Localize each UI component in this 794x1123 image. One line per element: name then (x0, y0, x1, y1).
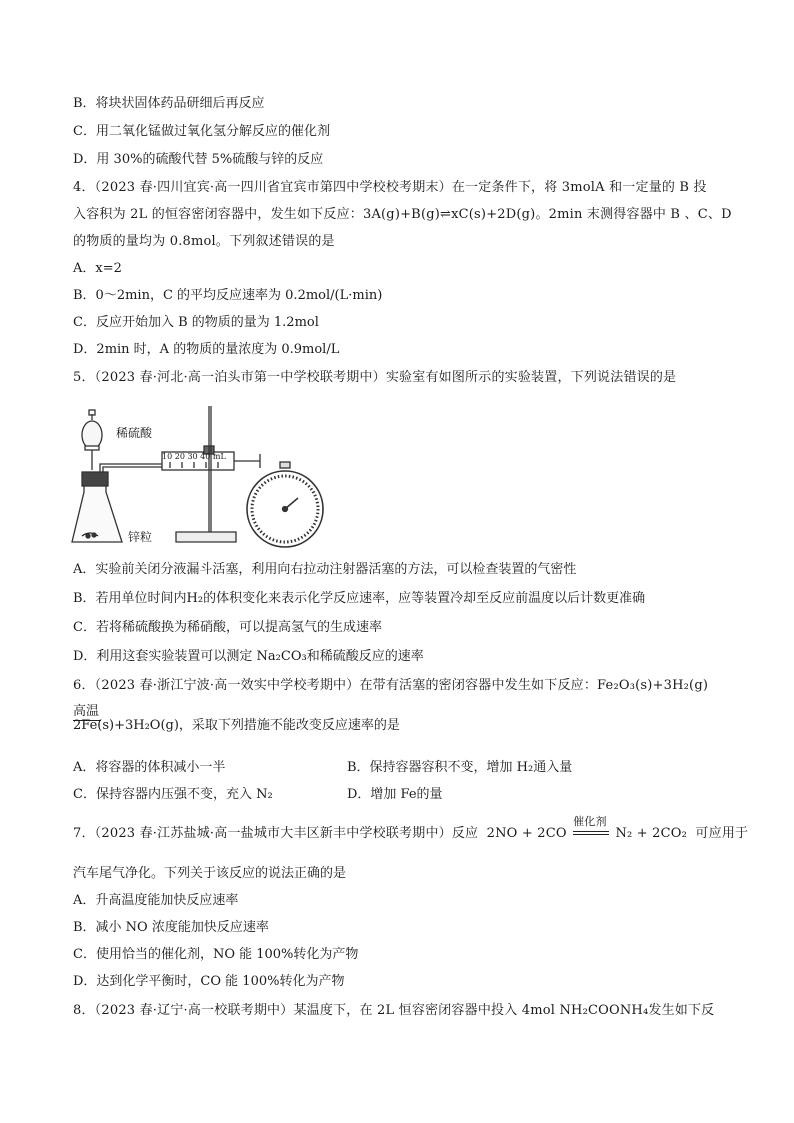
label-dilute-sulfuric-acid: 稀硫酸 (116, 426, 153, 440)
q8-stem-line1: 8．（2023 春·辽宁·高一校联考期中）某温度下，在 2L 恒容密闭容器中投入 4mol NH₂COONH₄发生如下反 (73, 1003, 715, 1018)
q7-stem-line2: 汽车尾气净化。下列关于该反应的说法正确的是 (73, 866, 347, 881)
q6-option-c: C．保持容器内压强不变，充入 N₂ (73, 787, 273, 802)
q3-option-c: C．用二氧化锰做过氧化氢分解反应的催化剂 (73, 124, 330, 139)
experiment-apparatus-figure (70, 402, 370, 556)
apparatus-drawing (70, 402, 370, 552)
catalyst-label: 催化剂 (573, 815, 607, 828)
q7-option-d: D．达到化学平衡时，CO 能 100%转化为产物 (73, 974, 345, 989)
q7-catalyst-arrow (571, 815, 611, 844)
q4-stem-line3: 的物质的量均为 0.8mol。下列叙述错误的是 (73, 234, 335, 249)
q4-option-d: D．2min 时，A 的物质的量浓度为 0.9mol/L (73, 342, 340, 357)
q3-option-b: B．将块状固体药品研细后再反应 (73, 96, 265, 111)
q7-stem-prefix: 7．（2023 春·江苏盐城·高一盐城市大丰区新丰中学校联考期中）反应 (73, 826, 479, 841)
q5-option-c: C．若将稀硫酸换为稀硝酸，可以提高氢气的生成速率 (73, 620, 382, 635)
q6-stem-line2: 2Fe(s)+3H₂O(g)，采取下列措施不能改变反应速率的是 (73, 718, 400, 733)
q4-option-c: C．反应开始加入 B 的物质的量为 1.2mol (73, 315, 319, 330)
q5-stem: 5．（2023 春·河北·高一泊头市第一中学校联考期中）实验室有如图所示的实验装置，下列说法错误的是 (73, 370, 677, 385)
q7-equation-reactants: 2NO + 2CO (486, 826, 567, 841)
q5-option-d: D．利用这套实验装置可以测定 Na₂CO₃和稀硫酸反应的速率 (73, 649, 424, 664)
q5-option-b: B．若用单位时间内H₂的体积变化来表示化学反应速率，应等装置冷却至反应前温度以后计数更准确 (73, 591, 646, 606)
q4-option-a: A．x=2 (73, 261, 122, 276)
q7-equation-products: N₂ + 2CO₂ (615, 826, 688, 841)
q6-option-b: B．保持容器容积不变，增加 H₂通入量 (347, 760, 573, 775)
q4-stem-line1: 4．（2023 春·四川宜宾·高一四川省宜宾市第四中学校校考期末）在一定条件下，将 3molA 和一定量的 B 投 (73, 180, 707, 195)
q5-option-a: A．实验前关闭分液漏斗活塞，利用向右拉动注射器活塞的方法，可以检查装置的气密性 (73, 562, 577, 577)
q6-stem-line1: 6．（2023 春·浙江宁波·高一效实中学校考期中）在带有活塞的密闭容器中发生如下反应：Fe₂O₃(s)+3H₂(g) (73, 678, 709, 693)
syringe-scale-label: 10 20 30 40 mL (162, 452, 226, 461)
q6-option-d: D．增加 Fe的量 (347, 787, 443, 802)
label-zinc-granules: 锌粒 (128, 530, 153, 544)
q6-option-a: A．将容器的体积减小一半 (73, 760, 226, 775)
q7-stem-suffix: 可应用于 (695, 826, 749, 841)
high-temp-arrow-label: 高温 (73, 704, 100, 719)
q3-option-d: D．用 30%的硫酸代替 5%硫酸与锌的反应 (73, 152, 324, 167)
q7-option-a: A．升高温度能加快反应速率 (73, 893, 239, 908)
q7-stem-line1 (73, 815, 749, 844)
q7-option-b: B．减小 NO 浓度能加快反应速率 (73, 920, 269, 935)
q7-option-c: C．使用恰当的催化剂，NO 能 100%转化为产物 (73, 947, 359, 962)
q4-option-b: B．0～2min，C 的平均反应速率为 0.2mol/(L·min) (73, 288, 383, 303)
q4-stem-line2: 入容积为 2L 的恒容密闭容器中，发生如下反应：3A(g)+B(g)⇌xC(s)+2D(g)。2min 末测得容器中 B 、C、D (73, 207, 732, 222)
